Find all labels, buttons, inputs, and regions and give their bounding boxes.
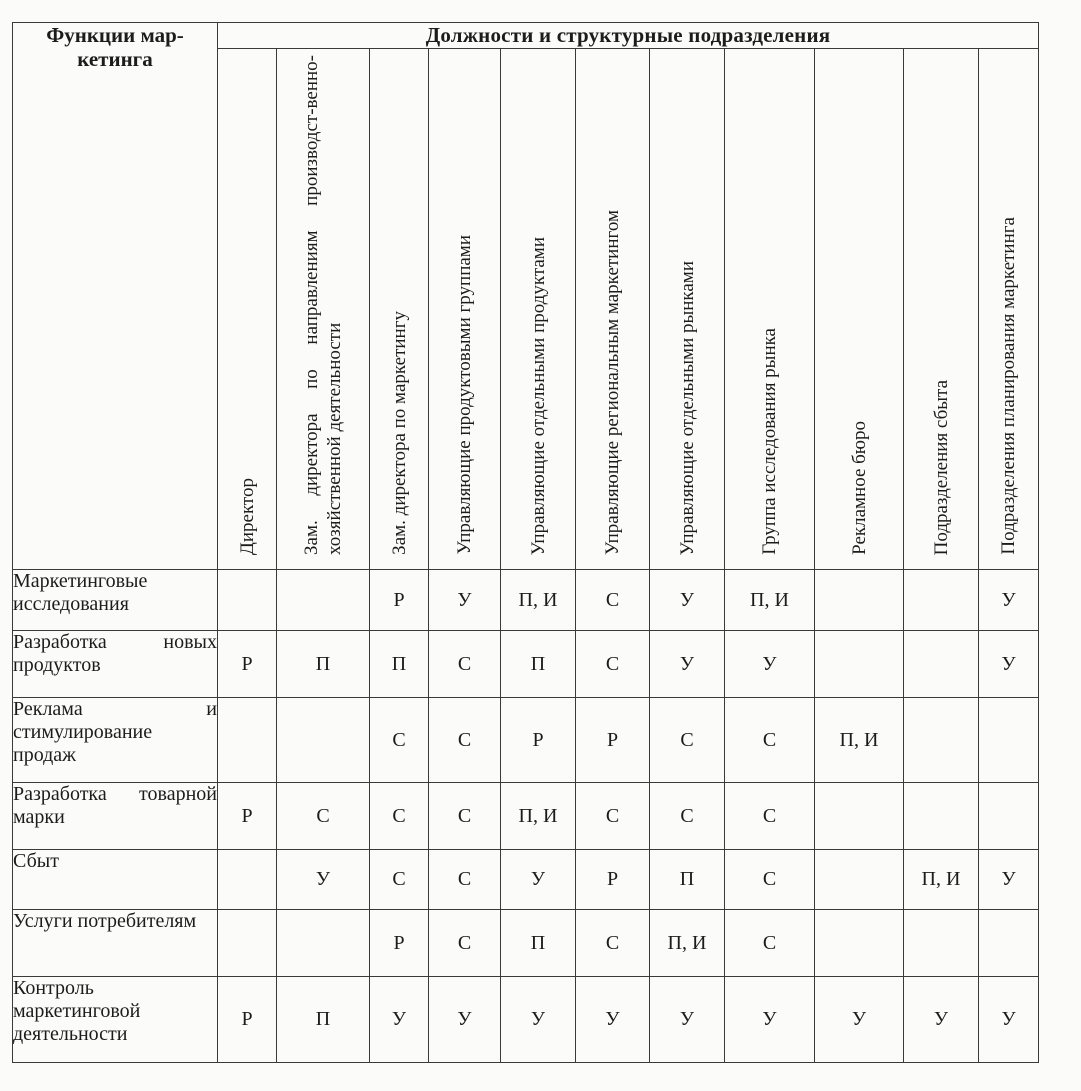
- role-cell: [904, 570, 979, 631]
- role-cell: Р: [370, 910, 429, 977]
- role-cell: С: [725, 783, 815, 850]
- role-cell: П, И: [815, 698, 904, 783]
- role-cell: [904, 783, 979, 850]
- role-cell: [904, 910, 979, 977]
- role-cell: У: [979, 977, 1039, 1063]
- role-cell: П, И: [501, 570, 576, 631]
- column-header-label: Рекламное бюро: [848, 421, 870, 555]
- table-row: [13, 631, 1039, 698]
- role-cell: С: [277, 783, 370, 850]
- role-cell: С: [650, 698, 725, 783]
- role-cell: П: [370, 631, 429, 698]
- role-cell: П: [501, 910, 576, 977]
- role-cell: С: [370, 850, 429, 910]
- table-row: [13, 850, 1039, 910]
- role-cell: У: [576, 977, 650, 1063]
- column-header-label: Управляющие продуктовыми группами: [454, 235, 475, 555]
- column-header-market-managers: [650, 49, 725, 570]
- role-cell: У: [904, 977, 979, 1063]
- role-cell: У: [979, 570, 1039, 631]
- role-cell: У: [370, 977, 429, 1063]
- role-cell: С: [576, 570, 650, 631]
- role-cell: У: [815, 977, 904, 1063]
- role-cell: У: [501, 977, 576, 1063]
- role-cell: С: [370, 698, 429, 783]
- table-row: [13, 570, 1039, 631]
- role-cell: С: [576, 631, 650, 698]
- role-cell: У: [501, 850, 576, 910]
- column-header-sales-departments: [904, 49, 979, 570]
- function-name-cell: Разработка товарной марки: [13, 783, 218, 850]
- role-cell: П: [501, 631, 576, 698]
- role-cell: [904, 698, 979, 783]
- column-header-label: Зам. директора по направлениям производст-венно-хозяйственной деятельности: [301, 55, 345, 555]
- role-cell: С: [725, 910, 815, 977]
- column-header-label: Зам. директора по маркетингу: [388, 311, 410, 555]
- role-cell: У: [725, 977, 815, 1063]
- role-cell: П: [277, 631, 370, 698]
- column-header-label: Подразделения сбыта: [930, 379, 952, 555]
- role-cell: С: [576, 783, 650, 850]
- function-name-cell: Сбыт: [13, 850, 218, 910]
- column-header-label: Управляющие региональным маркетингом: [602, 209, 623, 555]
- column-header-deputy-production: [277, 49, 370, 570]
- table-body: [13, 570, 1039, 1063]
- role-cell: П, И: [501, 783, 576, 850]
- table-row: [13, 783, 1039, 850]
- role-cell: С: [650, 783, 725, 850]
- role-cell: [979, 910, 1039, 977]
- role-cell: У: [725, 631, 815, 698]
- role-cell: [904, 631, 979, 698]
- column-header-deputy-marketing: [370, 49, 429, 570]
- role-cell: [218, 698, 277, 783]
- table-row: [13, 910, 1039, 977]
- role-cell: П, И: [650, 910, 725, 977]
- role-cell: С: [429, 698, 501, 783]
- role-cell: С: [429, 783, 501, 850]
- column-header-marketing-planning: [979, 49, 1039, 570]
- role-cell: Р: [370, 570, 429, 631]
- role-cell: П, И: [725, 570, 815, 631]
- role-cell: У: [979, 850, 1039, 910]
- role-cell: [815, 783, 904, 850]
- role-cell: Р: [218, 783, 277, 850]
- role-cell: [277, 698, 370, 783]
- role-cell: У: [429, 977, 501, 1063]
- role-cell: П: [650, 850, 725, 910]
- role-cell: С: [576, 910, 650, 977]
- role-cell: Р: [218, 977, 277, 1063]
- column-header-label: Подразделения планирования маркетинга: [998, 217, 1020, 555]
- role-cell: [277, 570, 370, 631]
- role-cell: С: [725, 698, 815, 783]
- role-cell: У: [650, 977, 725, 1063]
- table-row: [13, 698, 1039, 783]
- column-header-product-managers: [501, 49, 576, 570]
- role-cell: [815, 631, 904, 698]
- table-row: [13, 977, 1039, 1063]
- column-header-label: Директор: [236, 477, 258, 555]
- role-cell: С: [429, 910, 501, 977]
- column-header-label: Управляющие отдельными продуктами: [527, 236, 549, 555]
- role-cell: [815, 850, 904, 910]
- role-cell: [815, 570, 904, 631]
- positions-group-header: Должности и структурные подразделения: [218, 23, 1039, 49]
- function-name-cell: Реклама и стимулирование продаж: [13, 698, 218, 783]
- role-cell: Р: [576, 698, 650, 783]
- role-cell: С: [429, 850, 501, 910]
- role-cell: [218, 910, 277, 977]
- role-cell: С: [725, 850, 815, 910]
- column-header-label: Управляющие отдельными рынками: [676, 260, 698, 555]
- functions-column-header: [13, 23, 218, 570]
- column-header-label: Группа исследования рынка: [759, 328, 780, 555]
- role-cell: [979, 698, 1039, 783]
- role-cell: У: [277, 850, 370, 910]
- function-name-cell: Контроль маркетинговой деятельности: [13, 977, 218, 1063]
- column-header-product-group-managers: [429, 49, 501, 570]
- marketing-functions-table: [12, 22, 1039, 1063]
- role-cell: У: [979, 631, 1039, 698]
- role-cell: П, И: [904, 850, 979, 910]
- column-header-market-research-group: [725, 49, 815, 570]
- functions-header-line-1: Функции мар-: [46, 23, 184, 47]
- column-header-director: [218, 49, 277, 570]
- role-cell: П: [277, 977, 370, 1063]
- role-cell: С: [429, 631, 501, 698]
- role-cell: Р: [218, 631, 277, 698]
- role-cell: [979, 783, 1039, 850]
- role-cell: [277, 910, 370, 977]
- column-header-regional-marketing-managers: [576, 49, 650, 570]
- function-name-cell: Маркетинговые исследования: [13, 570, 218, 631]
- role-cell: Р: [501, 698, 576, 783]
- functions-header-line-2: кетинга: [77, 47, 153, 71]
- role-cell: У: [650, 570, 725, 631]
- column-header-advertising-bureau: [815, 49, 904, 570]
- function-name-cell: Разработка новых продуктов: [13, 631, 218, 698]
- role-cell: [815, 910, 904, 977]
- role-cell: У: [429, 570, 501, 631]
- role-cell: [218, 850, 277, 910]
- role-cell: [218, 570, 277, 631]
- role-cell: У: [650, 631, 725, 698]
- role-cell: Р: [576, 850, 650, 910]
- role-cell: С: [370, 783, 429, 850]
- function-name-cell: Услуги потребителям: [13, 910, 218, 977]
